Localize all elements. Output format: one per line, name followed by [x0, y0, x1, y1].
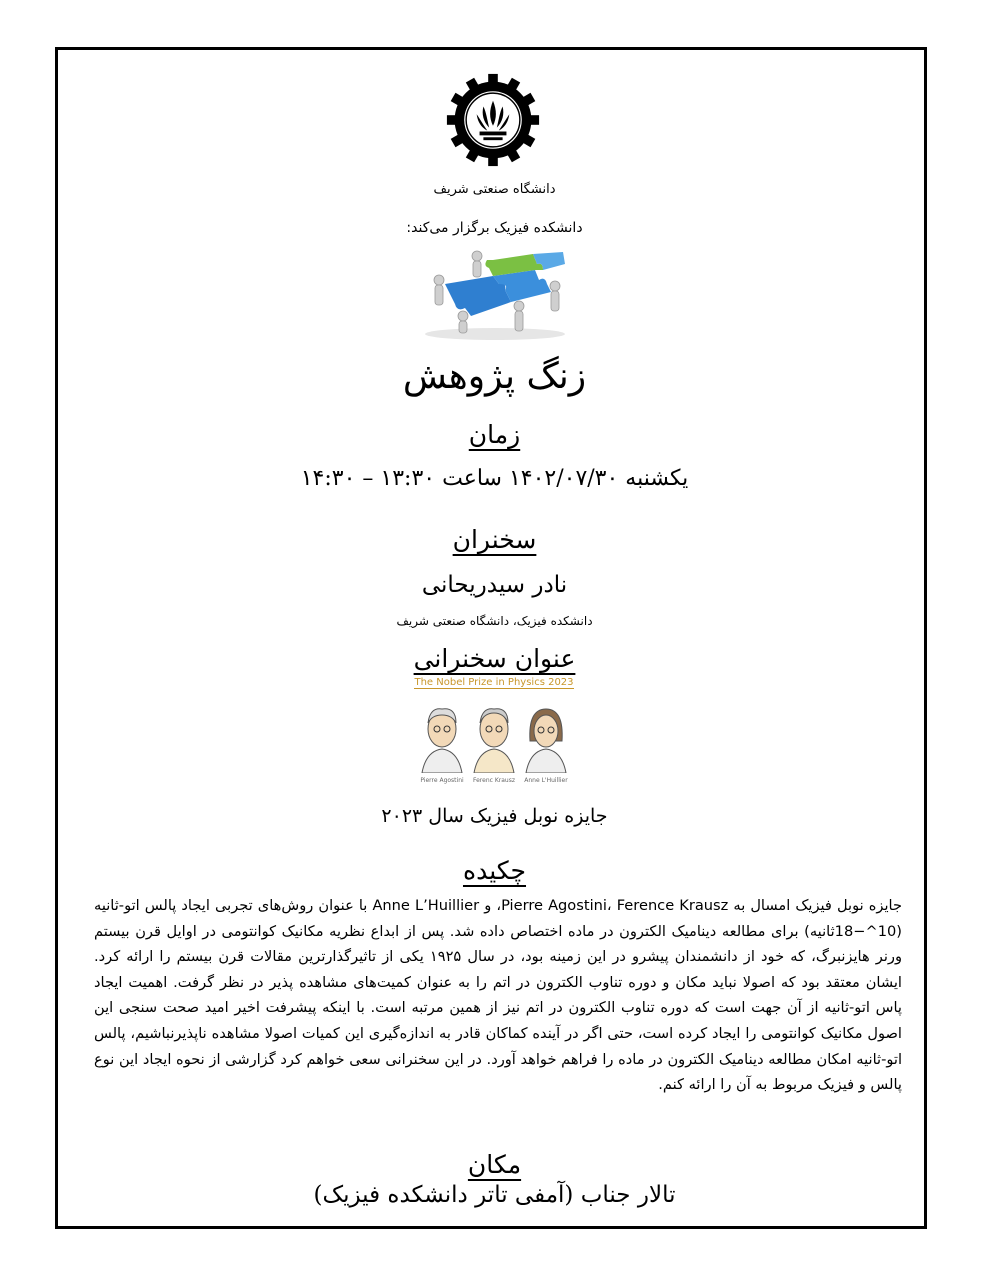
department-line: دانشکده فیزیک برگزار می‌کند: [406, 220, 583, 236]
speakers-heading: سخنران [452, 525, 537, 554]
abstract-body: جایزه نوبل فیزیک امسال به Pierre Agostini، Ference Krausz، و Anne L’Huillier با عنوان روش‌های تجربی ایجاد پالس اتو-ثانیه (10^−18ثانیه) برای مطالعه دینامیک الکترون در ماده اختصاص داده شد. پس از ابداع نظریه مکانیک کوانتومی در اوایل قرن بیستم ورنر هایزنبرگ، که خود از دانشمندان پیشرو در این زمینه بود، در سال ۱۹۲۵ یکی از تاثیرگذارترین مقالات قرن بیستم را ارائه کرد. ایشان معتقد بود که اصولا نباید مکان و دوره تناوب الکترون در اتم را به عنوان کمیت‌های مشاهده پذیر در نظر گرفت. اهمیت ایجاد پاس اتو-ثانیه از آن جهت است که دوره تناوب الکترون در اتم نیز از همین مرتبه است. با اینکه پیشرفت اخیر امید صحت سنجی این اصول مکانیک کوانتومی را ایجاد کرده است، حتی اگر در آینده کماکان قادر به اندازه‌گیری این کمیات اصولا مشاهده ناپذیرنباشیم، پالس اتو-ثانیه امکان مطالعه دینامیک الکترون در ماده را فراهم خواهد آورد. در این سخنرانی سعی خواهم کرد گزارشی از نحوه ایجاد این نوع پالس و فیزیک مربوط به آن را ارائه کنم. [94, 897, 903, 1094]
place-heading: مکان [467, 1150, 522, 1179]
laureate-label: Ferenc Krausz [472, 777, 515, 784]
event-datetime: یکشنبه ۱۴۰۲/۰۷/۳۰ ساعت ۱۳:۳۰ – ۱۴:۳۰ [300, 466, 689, 491]
puzzle-team-illustration [415, 246, 575, 342]
laureate-portrait [470, 701, 518, 773]
laureate-label: Pierre Agostini [420, 777, 464, 784]
event-place: تالار جناب (آمفی تاتر دانشکده فیزیک) [313, 1182, 676, 1208]
nobel-caption: The Nobel Prize in Physics 2023 [414, 677, 574, 688]
laureate-portrait [522, 701, 570, 773]
abstract-heading: چکیده [462, 856, 527, 885]
talk-title: جایزه نوبل فیزیک سال ۲۰۲۳ [381, 805, 608, 827]
university-name: دانشگاه صنعتی شریف [433, 182, 556, 197]
nobel-laureates-image [414, 677, 574, 797]
time-heading: زمان [468, 420, 521, 449]
university-logo [445, 72, 541, 168]
speaker-affiliation: دانشکده فیزیک، دانشگاه صنعتی شریف [396, 614, 593, 628]
talk-title-heading: عنوان سخنرانی [413, 644, 576, 673]
event-title: زنگ پژوهش [402, 356, 587, 397]
laureate-portrait [418, 701, 466, 773]
laureate-label: Anne L'Huillier [524, 777, 568, 784]
speaker-name: نادر سیدریحانی [421, 572, 568, 598]
